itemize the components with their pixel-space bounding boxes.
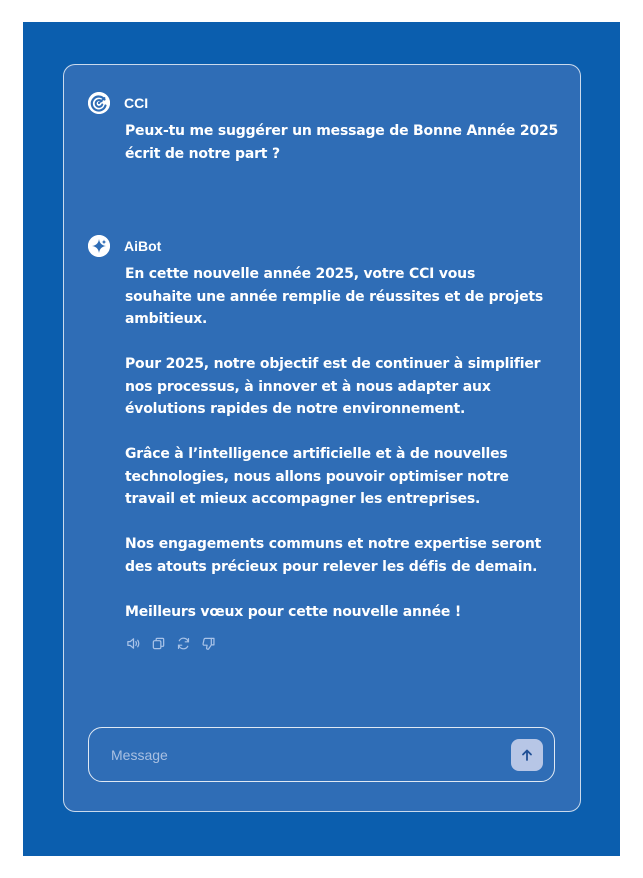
bot-sender-name: AiBot bbox=[124, 238, 162, 254]
thumbs-down-icon[interactable] bbox=[200, 635, 217, 652]
bot-message-line: des atouts précieux pour relever les défis de demain. bbox=[125, 558, 538, 575]
bot-message bbox=[88, 234, 560, 652]
message-input[interactable] bbox=[109, 739, 511, 771]
bot-paragraph bbox=[125, 443, 560, 511]
chat-panel bbox=[63, 64, 581, 812]
message-actions bbox=[125, 635, 560, 652]
app-frame bbox=[23, 22, 620, 856]
user-message-text bbox=[125, 120, 560, 165]
bot-message-header bbox=[88, 234, 560, 258]
bot-message-line: nos processus, à innover et à nous adapter aux bbox=[125, 378, 491, 395]
bot-message-line: évolutions rapides de notre environnement. bbox=[125, 401, 466, 417]
cci-logo-icon bbox=[88, 92, 110, 114]
bot-message-line: Grâce à l’intelligence artificielle et à de nouvelles bbox=[125, 446, 508, 462]
user-message-header bbox=[88, 91, 560, 115]
bot-message-line: Meilleurs vœux pour cette nouvelle année ! bbox=[125, 603, 462, 620]
user-message-line: écrit de notre part ? bbox=[125, 145, 280, 162]
bot-message-line: ambitieux. bbox=[125, 311, 208, 327]
bot-message-line: technologies, nous allons pouvoir optimiser notre bbox=[125, 468, 509, 485]
user-message bbox=[88, 91, 560, 165]
bot-message-line: Nos engagements communs et notre expertise seront bbox=[125, 536, 542, 552]
bot-message-line: travail et mieux accompagner les entreprises. bbox=[125, 491, 481, 507]
bot-paragraph bbox=[125, 263, 560, 331]
user-message-line: Peux-tu me suggérer un message de Bonne Année 2025 bbox=[125, 123, 559, 139]
bot-paragraph bbox=[125, 353, 560, 421]
bot-paragraph bbox=[125, 533, 560, 578]
regenerate-icon[interactable] bbox=[175, 635, 192, 652]
arrow-up-icon bbox=[520, 748, 534, 762]
bot-message-line: En cette nouvelle année 2025, votre CCI vous bbox=[125, 266, 476, 282]
bot-paragraph bbox=[125, 601, 560, 624]
read-aloud-icon[interactable] bbox=[125, 635, 142, 652]
sparkles-icon bbox=[88, 235, 110, 257]
user-sender-name: CCI bbox=[124, 95, 149, 111]
bot-message-text bbox=[125, 263, 560, 623]
bot-message-line: Pour 2025, notre objectif est de continuer à simplifier bbox=[125, 356, 541, 372]
bot-message-line: souhaite une année remplie de réussites et de projets bbox=[125, 288, 544, 305]
send-button[interactable] bbox=[511, 739, 543, 771]
copy-icon[interactable] bbox=[150, 635, 167, 652]
message-composer bbox=[88, 727, 555, 782]
